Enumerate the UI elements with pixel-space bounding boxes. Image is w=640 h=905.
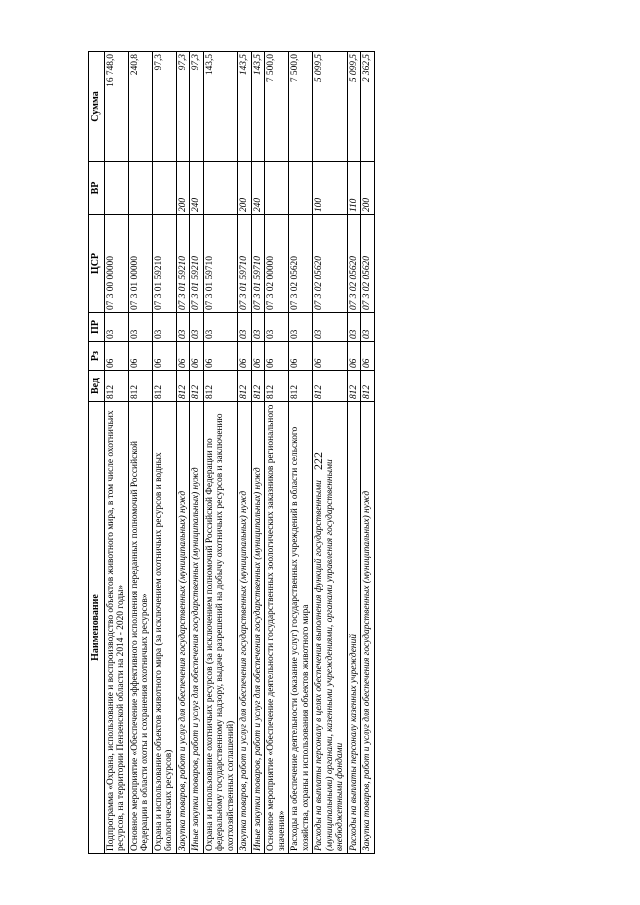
cell-vr: 200 bbox=[361, 162, 375, 215]
cell-vr bbox=[128, 162, 152, 215]
cell-sum: 143,5 bbox=[203, 52, 238, 162]
cell-vr bbox=[152, 162, 176, 215]
rotated-table-container bbox=[88, 52, 375, 854]
cell-ved: 812 bbox=[361, 371, 375, 402]
cell-sum: 16 748,0 bbox=[104, 52, 128, 162]
table-row bbox=[313, 52, 348, 854]
cell-rz: 06 bbox=[128, 342, 152, 371]
table-row bbox=[152, 52, 176, 854]
cell-csr: 07 3 02 05620 bbox=[313, 215, 348, 313]
cell-name: Основное мероприятие «Обеспечение эффективного исполнения переданных полномочий Российской Федерации в области охоты и сохранения охотничьих ресурсов» bbox=[128, 402, 152, 854]
table-header-row bbox=[89, 52, 105, 854]
cell-vr bbox=[265, 162, 289, 215]
cell-sum: 7 500,0 bbox=[265, 52, 289, 162]
cell-vr bbox=[104, 162, 128, 215]
cell-ved: 812 bbox=[203, 371, 238, 402]
cell-pr: 03 bbox=[251, 313, 265, 342]
cell-csr: 07 3 02 05620 bbox=[289, 215, 313, 313]
table-row bbox=[251, 52, 265, 854]
cell-ved: 812 bbox=[313, 371, 348, 402]
cell-sum: 97,3 bbox=[190, 52, 204, 162]
cell-ved: 812 bbox=[128, 371, 152, 402]
cell-csr: 07 3 01 59210 bbox=[176, 215, 190, 313]
cell-sum: 97,3 bbox=[176, 52, 190, 162]
cell-ved: 812 bbox=[190, 371, 204, 402]
cell-rz: 06 bbox=[313, 342, 348, 371]
cell-ved: 812 bbox=[104, 371, 128, 402]
cell-name: Закупка товаров, работ и услуг для обеспечения государственных (муниципальных) нужд bbox=[176, 402, 190, 854]
cell-pr: 03 bbox=[361, 313, 375, 342]
cell-sum: 97,3 bbox=[152, 52, 176, 162]
table-row bbox=[265, 52, 289, 854]
cell-csr: 07 3 02 00000 bbox=[265, 215, 289, 313]
table-row bbox=[238, 52, 252, 854]
cell-name: Расходы на выплаты персоналу казенных учреждений bbox=[347, 402, 361, 854]
cell-sum: 2 362,5 bbox=[361, 52, 375, 162]
cell-name: Расходы на обеспечение деятельности (оказание услуг) государственных учреждений в области сельского хозяйства, охраны и использования объектов животного мира bbox=[289, 402, 313, 854]
cell-rz: 06 bbox=[265, 342, 289, 371]
cell-name: Иные закупки товаров, работ и услуг для обеспечения государственных (муниципальных) нужд bbox=[190, 402, 204, 854]
table-row bbox=[347, 52, 361, 854]
header-csr: ЦСР bbox=[89, 215, 105, 313]
cell-rz: 06 bbox=[238, 342, 252, 371]
cell-rz: 06 bbox=[361, 342, 375, 371]
cell-vr: 240 bbox=[190, 162, 204, 215]
cell-csr: 07 3 01 59710 bbox=[203, 215, 238, 313]
cell-name: Расходы на выплаты персоналу в целях обеспечения выполнения функций государственными (муниципальными) органами, казенными учреждениями, органами управления государственными внебюджетными фондами bbox=[313, 402, 348, 854]
table-row bbox=[203, 52, 238, 854]
table-row bbox=[176, 52, 190, 854]
cell-vr: 110 bbox=[347, 162, 361, 215]
cell-name: Подпрограмма «Охрана, использование и воспроизводство объектов животного мира, в том числе охотничьих ресурсов, на территории Пензенской области на 2014 - 2020 годы» bbox=[104, 402, 128, 854]
cell-pr: 03 bbox=[238, 313, 252, 342]
cell-pr: 03 bbox=[289, 313, 313, 342]
cell-csr: 07 3 01 59710 bbox=[238, 215, 252, 313]
cell-sum: 143,5 bbox=[238, 52, 252, 162]
cell-vr bbox=[203, 162, 238, 215]
header-pr: ПР bbox=[89, 313, 105, 342]
cell-rz: 06 bbox=[190, 342, 204, 371]
cell-ved: 812 bbox=[265, 371, 289, 402]
cell-rz: 06 bbox=[104, 342, 128, 371]
table-row bbox=[190, 52, 204, 854]
cell-sum: 143,5 bbox=[251, 52, 265, 162]
cell-pr: 03 bbox=[265, 313, 289, 342]
cell-pr: 03 bbox=[176, 313, 190, 342]
table-row bbox=[289, 52, 313, 854]
header-name: Наименование bbox=[89, 402, 105, 854]
table-body bbox=[104, 52, 374, 854]
cell-sum: 5 099,5 bbox=[313, 52, 348, 162]
cell-rz: 06 bbox=[176, 342, 190, 371]
cell-ved: 812 bbox=[289, 371, 313, 402]
cell-vr: 100 bbox=[313, 162, 348, 215]
cell-vr bbox=[289, 162, 313, 215]
header-rz: Рз bbox=[89, 342, 105, 371]
cell-csr: 07 3 01 00000 bbox=[128, 215, 152, 313]
cell-ved: 812 bbox=[347, 371, 361, 402]
cell-name: Закупка товаров, работ и услуг для обеспечения государственных (муниципальных) нужд bbox=[238, 402, 252, 854]
cell-pr: 03 bbox=[190, 313, 204, 342]
cell-pr: 03 bbox=[104, 313, 128, 342]
cell-csr: 07 3 02 05620 bbox=[347, 215, 361, 313]
cell-rz: 06 bbox=[152, 342, 176, 371]
cell-name: Охрана и использование охотничьих ресурсов (за исключением полномочий Российской Федерации по федеральному государственному надзору, выдаче разрешений на добычу охотничьих ресурсов и заключению охотхозяйственных соглашений) bbox=[203, 402, 238, 854]
cell-csr: 07 3 02 05620 bbox=[361, 215, 375, 313]
budget-table bbox=[88, 51, 375, 854]
cell-ved: 812 bbox=[251, 371, 265, 402]
cell-pr: 03 bbox=[313, 313, 348, 342]
cell-rz: 06 bbox=[347, 342, 361, 371]
cell-vr: 240 bbox=[251, 162, 265, 215]
cell-csr: 07 3 00 00000 bbox=[104, 215, 128, 313]
header-sum: Сумма bbox=[89, 52, 105, 162]
cell-rz: 06 bbox=[289, 342, 313, 371]
table-row bbox=[104, 52, 128, 854]
table-row bbox=[128, 52, 152, 854]
page-number: 222 bbox=[311, 452, 325, 470]
header-vr: ВР bbox=[89, 162, 105, 215]
cell-pr: 03 bbox=[347, 313, 361, 342]
cell-name: Охрана и использование объектов животного мира (за исключением охотничьих ресурсов и водных биологических ресурсов) bbox=[152, 402, 176, 854]
cell-name: Иные закупки товаров, работ и услуг для обеспечения государственных (муниципальных) нужд bbox=[251, 402, 265, 854]
cell-csr: 07 3 01 59210 bbox=[152, 215, 176, 313]
cell-rz: 06 bbox=[203, 342, 238, 371]
cell-pr: 03 bbox=[203, 313, 238, 342]
header-ved: Вед bbox=[89, 371, 105, 402]
cell-ved: 812 bbox=[152, 371, 176, 402]
cell-pr: 03 bbox=[128, 313, 152, 342]
cell-sum: 7 500,0 bbox=[289, 52, 313, 162]
table-row bbox=[361, 52, 375, 854]
cell-sum: 5 099,5 bbox=[347, 52, 361, 162]
cell-ved: 812 bbox=[238, 371, 252, 402]
cell-csr: 07 3 01 59710 bbox=[251, 215, 265, 313]
cell-ved: 812 bbox=[176, 371, 190, 402]
cell-sum: 240,8 bbox=[128, 52, 152, 162]
cell-csr: 07 3 01 59210 bbox=[190, 215, 204, 313]
cell-pr: 03 bbox=[152, 313, 176, 342]
cell-name: Основное мероприятие «Обеспечение деятельности государственных зоологических заказников регионального значения» bbox=[265, 402, 289, 854]
cell-name: Закупка товаров, работ и услуг для обеспечения государственных (муниципальных) нужд bbox=[361, 402, 375, 854]
cell-rz: 06 bbox=[251, 342, 265, 371]
cell-vr: 200 bbox=[238, 162, 252, 215]
cell-vr: 200 bbox=[176, 162, 190, 215]
